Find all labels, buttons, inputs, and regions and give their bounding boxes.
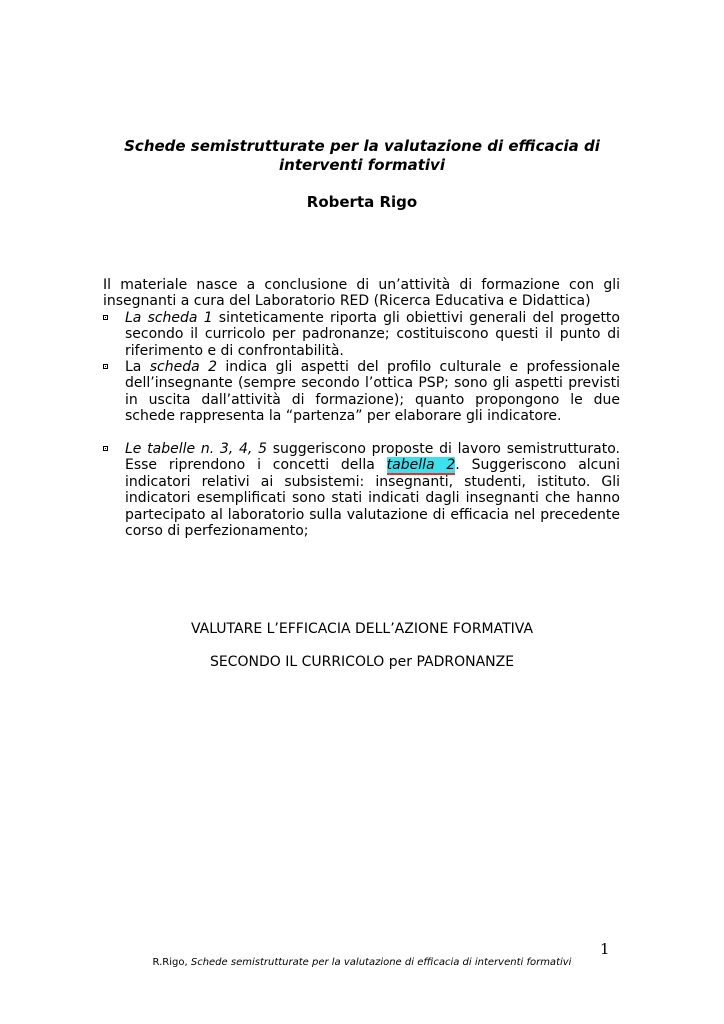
list-item bbox=[103, 310, 620, 359]
list-item-emphasis: Le tabelle n. 3, 4, 5 bbox=[125, 441, 267, 457]
list-item-prefix: La bbox=[125, 359, 150, 375]
list-item-text bbox=[125, 359, 620, 425]
title-line-1: Schede semistrutturate per la valutazione di efficacia di bbox=[124, 137, 600, 155]
list-item-body: sinteticamente riporta gli obiettivi generali del progetto secondo il curricolo per padronanze; costituiscono questi il punto di riferimento e di confrontabilità. bbox=[125, 310, 620, 359]
section-subheading: SECONDO IL CURRICOLO per PADRONANZE bbox=[209, 654, 515, 670]
footer-author: R.Rigo, bbox=[152, 957, 191, 968]
section-heading: VALUTARE L’EFFICACIA DELL’AZIONE FORMATIVA bbox=[190, 621, 534, 637]
highlighted-reference: tabella 2 bbox=[386, 457, 456, 474]
page-footer bbox=[0, 957, 724, 969]
checkbox-bullet-icon bbox=[103, 446, 108, 451]
list-item-text bbox=[125, 441, 620, 539]
page-number: 1 bbox=[600, 940, 610, 958]
list-item-body: indica gli aspetti del profilo culturale e professionale dell’insegnante (sempre secondo l’ottica PSP; sono gli aspetti previsti in uscita dall’attività di formazione); quanto propongono le due schede rappresenta la “partenza” per elaborare gli indicatore. bbox=[125, 359, 620, 425]
author-name: Roberta Rigo bbox=[306, 193, 418, 211]
title-line-2: interventi formativi bbox=[279, 156, 445, 174]
checkbox-bullet-icon bbox=[103, 315, 108, 320]
list-item-body: suggeriscono proposte di lavoro semistrutturato. Esse riprendono i concetti della bbox=[125, 441, 620, 474]
footer-title: Schede semistrutturate per la valutazione di efficacia di interventi formativi bbox=[190, 957, 572, 968]
list-item-emphasis: La scheda 1 bbox=[125, 310, 213, 326]
list-item bbox=[103, 359, 620, 425]
list-item-text bbox=[125, 310, 620, 359]
intro-paragraph: Il materiale nasce a conclusione di un’attività di formazione con gli insegnanti a cura del Laboratorio RED (Ricerca Educativa e Didattica) bbox=[103, 277, 620, 310]
list-item-emphasis: scheda 2 bbox=[149, 359, 217, 375]
document-title bbox=[100, 137, 624, 175]
list-item-body-continued: . Suggeriscono alcuni indicatori relativi ai subsistemi: insegnanti, studenti, istituto. Gli indicatori esemplificati sono stati indicati dagli insegnanti che hanno partecipato al laboratorio sulla valutazione di efficacia nel precedente corso di perfezionamento; bbox=[125, 457, 620, 540]
checkbox-bullet-icon bbox=[103, 364, 108, 369]
list-item bbox=[103, 441, 620, 539]
